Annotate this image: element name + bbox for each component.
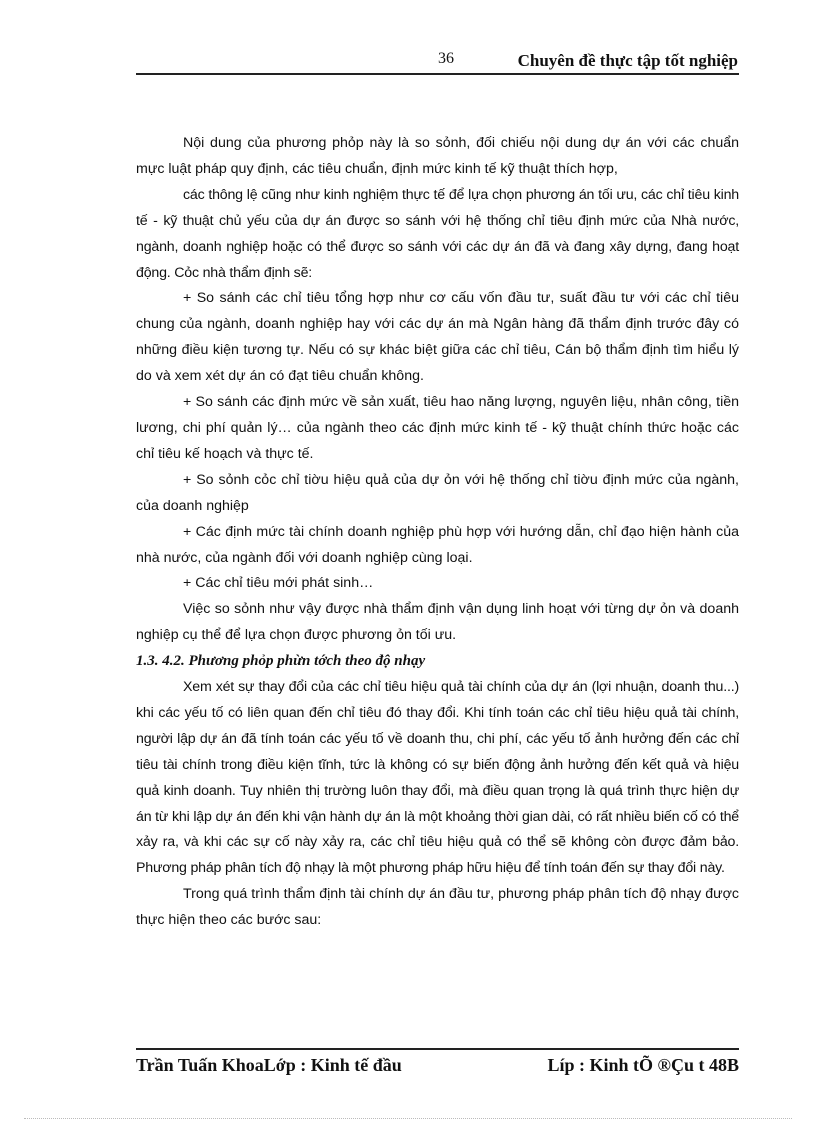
footer-rule [136, 1048, 739, 1050]
paragraph: Trong quá trình thẩm định tài chính dự án đầu tư, phương pháp phân tích độ nhạy được thực hiện theo các bước sau: [136, 886, 739, 929]
paragraph: + So sánh các chỉ tiêu tổng hợp như cơ cấu vốn đầu tư, suất đầu tư với các chỉ tiêu chung của ngành, doanh nghiệp hay với các dự án mà Ngân hàng đã thẩm định trước đây có những điều kiện tương tự. Nếu có sự khác biệt giữa các chỉ tiêu, Cán bộ thẩm định tìm hiểu lý do và xem xét dự án có đạt tiêu chuẩn không. [136, 290, 739, 385]
page-footer [136, 1055, 739, 1081]
paragraph: + So sánh các định mức về sản xuất, tiêu hao năng lượng, nguyên liệu, nhân công, tiền lương, chi phí quản lý… của ngành theo các định mức kinh tế - kỹ thuật chính thức hoặc các chỉ tiêu kế hoạch và thực tế. [136, 394, 739, 462]
paragraph: Nội dung của phương phỏp này là so sỏnh, đối chiếu nội dung dự án với các chuẩn mực luật pháp quy định, các tiêu chuẩn, định mức kinh tế kỹ thuật thích hợp, [136, 135, 739, 177]
footer-right: Líp : Kinh tÕ ®Çu t 48B [547, 1055, 739, 1075]
paragraph: Việc so sỏnh như vậy được nhà thẩm định vận dụng linh hoạt với từng dự ỏn và doanh nghiệp cụ thể để lựa chọn được phương ỏn tối ưu. [136, 601, 739, 644]
footer-left: Trần Tuấn KhoaLớp : Kinh tế đầu [136, 1055, 402, 1075]
page-header [136, 44, 738, 76]
paragraph: các thông lệ cũng như kinh nghiệm thực tế để lựa chọn phương án tối ưu, các chỉ tiêu kinh tế - kỹ thuật chủ yếu của dự án được so sánh với hệ thống chỉ tiêu định mức của Nhà nước, ngành, doanh nghiệp hoặc có thể được so sánh với các dự án đã và đang xây dựng, đang hoạt động. Cỏc nhà thẩm định sẽ: [136, 186, 739, 281]
page-number: 36 [438, 50, 454, 67]
paragraph: + So sỏnh cỏc chỉ tiờu hiệu quả của dự ỏn với hệ thống chỉ tiờu định mức của ngành, của doanh nghiệp [136, 471, 739, 514]
paragraph: + Các định mức tài chính doanh nghiệp phù hợp với hướng dẫn, chỉ đạo hiện hành của nhà nước, của ngành đối với doanh nghiệp cùng loại. [136, 523, 739, 566]
body-text [136, 131, 739, 934]
header-title: Chuyên đề thực tập tốt nghiệp [517, 51, 738, 70]
paragraph: + Các chỉ tiêu mới phát sinh… [183, 575, 374, 592]
section-heading: 1.3. 4.2. Phương phỏp phừn tớch theo độ nhạy [136, 653, 426, 670]
header-rule [136, 73, 739, 75]
page-bottom-border [24, 1118, 792, 1119]
paragraph: Xem xét sự thay đổi của các chỉ tiêu hiệu quả tài chính của dự án (lợi nhuận, doanh thu...) khi các yếu tố có liên quan đến chỉ tiêu đó thay đổi. Khi tính toán các chỉ tiêu hiệu quả tài chính, người lập dự án đã tính toán các yếu tố về doanh thu, chi phí, các yếu tố ảnh hưởng đến các chỉ tiêu tài chính trong điều kiện tĩnh, tức là không có sự biến động ảnh hưởng đến kết quả và hiệu quả kinh doanh. Tuy nhiên thị trường luôn thay đổi, mà điều quan trọng là quá trình thực hiện dự án từ khi lập dự án đến khi vận hành dự án là một khoảng thời gian dài, có rất nhiều biến cố có thể xảy ra, và khi các sự cố này xảy ra, các chỉ tiêu hiệu quả có thể sẽ không còn được đảm bảo. Phương pháp phân tích độ nhạy là một phương pháp hữu hiệu để tính toán đến sự thay đổi này. [136, 679, 739, 877]
